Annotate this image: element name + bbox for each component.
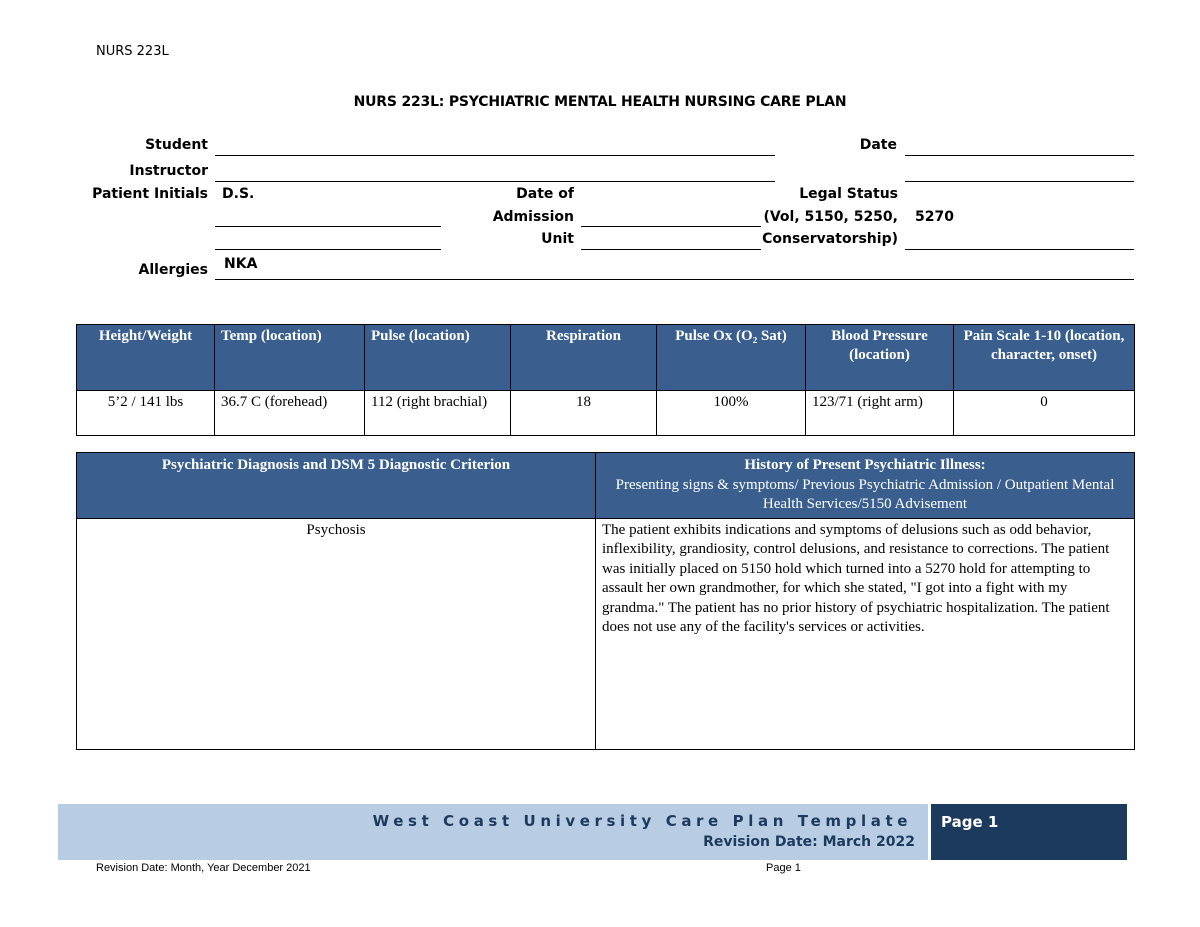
patient-initials-line-2 <box>215 249 441 250</box>
page-title: NURS 223L: PSYCHIATRIC MENTAL HEALTH NURSING CARE PLAN <box>353 94 847 110</box>
table-row <box>77 391 1135 436</box>
vitals-temp[interactable]: 36.7 C (forehead) <box>215 391 365 436</box>
legal-status-value[interactable]: 5270 <box>915 209 954 225</box>
date-label: Date <box>859 137 897 153</box>
vitals-header-row <box>77 325 1135 391</box>
vitals-header-blood-pressure: Blood Pressure (location) <box>806 325 954 391</box>
diagnosis-table <box>76 452 1135 750</box>
patient-initials-label: Patient Initials <box>92 186 208 202</box>
date-of-admission-label: Date of <box>516 186 574 202</box>
vitals-pulse-ox[interactable]: 100% <box>657 391 806 436</box>
unit-field[interactable] <box>581 249 761 250</box>
student-label: Student <box>145 137 208 153</box>
instructor-extra-line <box>905 181 1134 182</box>
footer-revision-date: Revision Date: March 2022 <box>703 834 915 850</box>
vitals-header-pulse: Pulse (location) <box>365 325 511 391</box>
vitals-header-temp: Temp (location) <box>215 325 365 391</box>
vitals-header-height-weight: Height/Weight <box>77 325 215 391</box>
legal-status-field <box>905 249 1134 250</box>
vitals-header-pulse-ox: Pulse Ox (O₂ Sat) <box>657 325 806 391</box>
patient-initials-line-1 <box>215 226 441 227</box>
vitals-height-weight[interactable]: 5’2 / 141 lbs <box>77 391 215 436</box>
footer-page-number: Page 1 <box>941 813 999 831</box>
history-value[interactable]: The patient exhibits indications and symptoms of delusions such as odd behavior, inflexibility, grandiosity, control delusions, and resistance to corrections. The patient was initially placed on 5150 hold which turned into a 5270 hold for attempting to assault her own grandmother, for which she stated, "I got into a fight with my grandma." The patient has no prior history of psychiatric hospitalization. The patient does not use any of the facility's services or activities. <box>596 518 1135 749</box>
vitals-header-respiration: Respiration <box>511 325 657 391</box>
date-field[interactable] <box>905 155 1134 156</box>
table-row <box>77 518 1135 749</box>
history-header-title: History of Present Psychiatric Illness: <box>744 457 986 473</box>
history-header <box>596 453 1135 519</box>
legal-status-label: Legal Status <box>799 186 898 202</box>
date-of-admission-label-2: Admission <box>492 209 574 225</box>
instructor-label: Instructor <box>129 163 208 179</box>
vitals-pulse[interactable]: 112 (right brachial) <box>365 391 511 436</box>
allergies-field <box>215 279 1134 280</box>
bottom-page-number: Page 1 <box>766 862 801 874</box>
date-of-admission-field[interactable] <box>581 226 761 227</box>
vitals-pain-scale[interactable]: 0 <box>954 391 1135 436</box>
allergies-value[interactable]: NKA <box>224 256 258 272</box>
diagnosis-header-row <box>77 453 1135 519</box>
allergies-label: Allergies <box>138 262 208 278</box>
bottom-revision-note: Revision Date: Month, Year December 2021 <box>96 862 311 874</box>
patient-initials-value[interactable]: D.S. <box>222 186 255 202</box>
diagnosis-value[interactable]: Psychosis <box>77 518 596 749</box>
history-header-subtitle: Presenting signs & symptoms/ Previous Psychiatric Admission / Outpatient Mental Health Services/5150 Advisement <box>615 476 1115 512</box>
vitals-blood-pressure[interactable]: 123/71 (right arm) <box>806 391 954 436</box>
student-field[interactable] <box>215 155 775 156</box>
unit-label: Unit <box>541 231 574 247</box>
diagnosis-header: Psychiatric Diagnosis and DSM 5 Diagnostic Criterion <box>77 453 596 519</box>
instructor-field[interactable] <box>215 181 775 182</box>
legal-status-options: (Vol, 5150, 5250, <box>763 209 898 225</box>
running-header: NURS 223L <box>96 44 169 59</box>
legal-status-options-2: Conservatorship) <box>762 231 898 247</box>
vitals-respiration[interactable]: 18 <box>511 391 657 436</box>
vitals-table <box>76 324 1135 436</box>
footer-school-title: West Coast University Care Plan Template <box>372 812 912 830</box>
vitals-header-pain-scale: Pain Scale 1-10 (location, character, onset) <box>954 325 1135 391</box>
